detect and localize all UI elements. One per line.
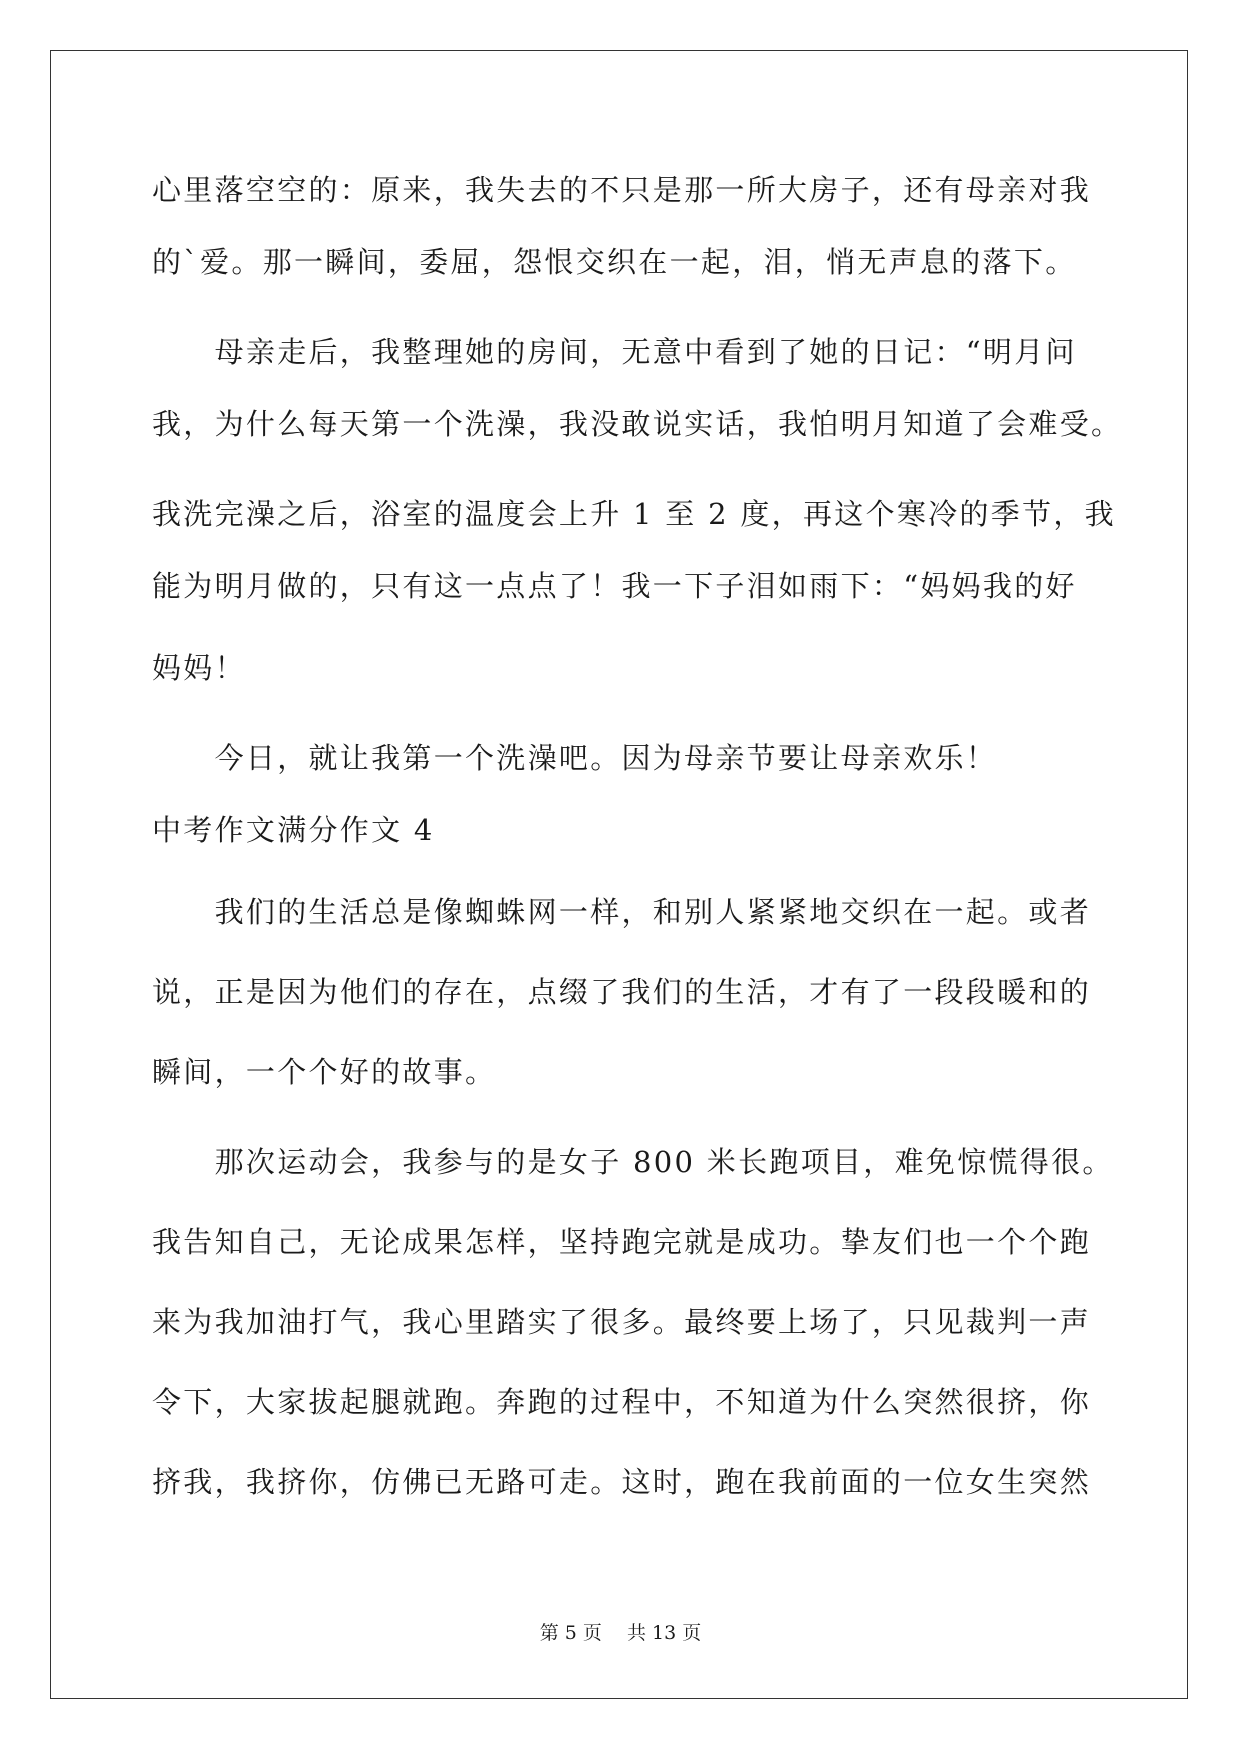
- text-line: 能为明月做的，只有这一点点了！我一下子泪如雨下：“妈妈我的好: [152, 569, 1077, 603]
- text-line: 我，为什么每天第一个洗澡，我没敢说实话，我怕明月知道了会难受。: [152, 407, 1123, 441]
- text-line: 我告知自己，无论成果怎样，坚持跑完就是成功。挚友们也一个个跑: [152, 1225, 1092, 1259]
- text-line: 令下，大家拔起腿就跑。奔跑的过程中，不知道为什么突然很挤，你: [152, 1385, 1092, 1419]
- text-line: 那次运动会，我参与的是女子 800 米长跑项目，难免惊慌得很。: [152, 1145, 1114, 1179]
- page-border: [50, 50, 1188, 1699]
- text-line: 挤我，我挤你，仿佛已无路可走。这时，跑在我前面的一位女生突然: [152, 1465, 1092, 1499]
- text-line: 母亲走后，我整理她的房间，无意中看到了她的日记：“明月问: [152, 335, 1077, 369]
- text-line: 心里落空空的：原来，我失去的不只是那一所大房子，还有母亲对我: [152, 173, 1092, 207]
- text-line: 我们的生活总是像蜘蛛网一样，和别人紧紧地交织在一起。或者: [152, 895, 1092, 929]
- text-line: 的`爱。那一瞬间，委屈，怨恨交织在一起，泪，悄无声息的落下。: [152, 245, 1077, 279]
- text-line: 今日，就让我第一个洗澡吧。因为母亲节要让母亲欢乐！: [152, 741, 998, 775]
- page-footer: 第 5 页 共 13 页: [539, 1622, 702, 1644]
- section-heading: 中考作文满分作文 4: [152, 813, 435, 847]
- text-line: 妈妈！: [152, 651, 246, 685]
- text-line: 说，正是因为他们的存在，点缀了我们的生活，才有了一段段暖和的: [152, 975, 1092, 1009]
- text-line: 我洗完澡之后，浴室的温度会上升 1 至 2 度，再这个寒冷的季节，我: [152, 497, 1116, 531]
- text-line: 瞬间，一个个好的故事。: [152, 1055, 497, 1089]
- text-line: 来为我加油打气，我心里踏实了很多。最终要上场了，只见裁判一声: [152, 1305, 1092, 1339]
